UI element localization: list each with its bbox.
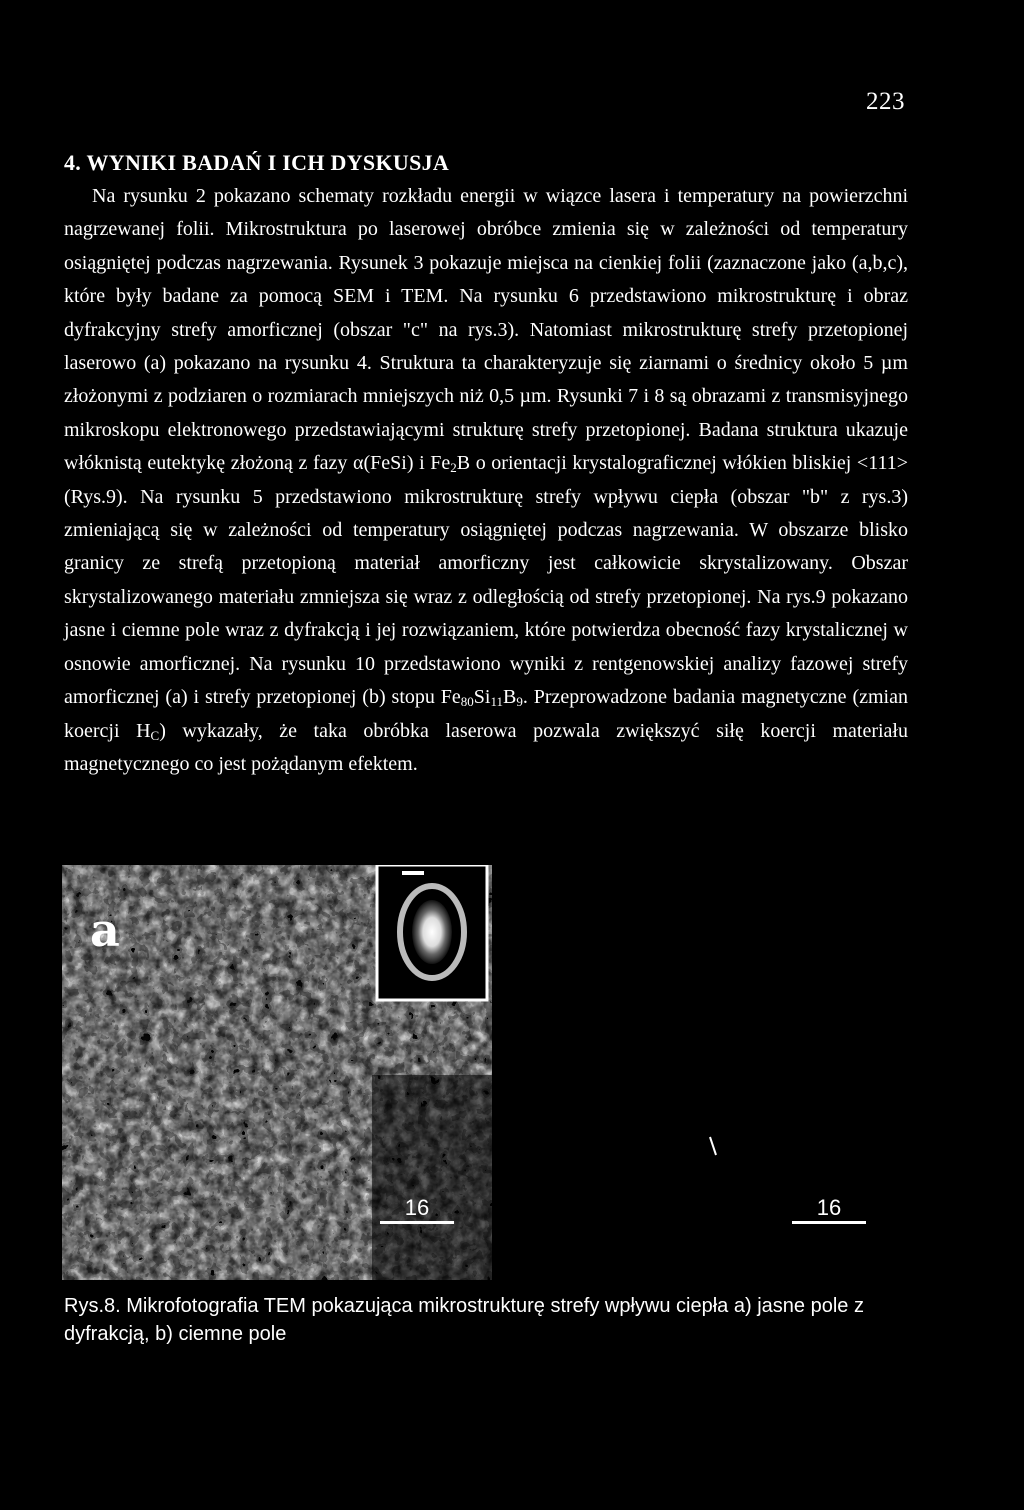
body-text [64, 180, 908, 781]
panel-letter-a: a [90, 903, 120, 957]
page-number: 223 [866, 88, 905, 115]
tem-bright-field-image [62, 865, 492, 1280]
figure [62, 865, 902, 1285]
figure-caption: Rys.8. Mikrofotografia TEM pokazująca mikrostrukturę strefy wpływu ciepła a) jasne pole z dyfrakcją, b) ciemne pole [64, 1295, 864, 1345]
paragraph: Na rysunku 2 pokazano schematy rozkładu energii w wiązce lasera i temperatury na powierzchni nagrzewanej folii. Mikrostruktura po laserowej obróbce zmienia się w zależności od temperatury osiągniętej podczas nagrzewania. Rysunek 3 pokazuje miejsca na cienkiej folii (zaznaczone jako (a,b,c), które były badane za pomocą SEM i TEM. Na rysunku 6 przedstawiono mikrostrukturę i obraz dyfrakcyjny strefy amorficznej (obszar "c" na rys.3). Natomiast mikrostrukturę strefy przetopionej laserowo (a) pokazano na rysunku 4. Struktura ta charakteryzuje się ziarnami o średnicy około 5 µm złożonymi z podziaren o rozmiarach mniejszych niż 0,5 µm. Rysunki 7 i 8 są obrazami z transmisyjnego mikroskopu elektronowego przedstawiającymi strukturę strefy przetopionej. Badana struktura ukazuje włóknistą eutektykę złożoną z fazy α(FeSi) i $Fe_2B$ o orientacji krystalograficznej włókien bliskiej <111> (Rys.9). Na rysunku 5 przedstawiono mikrostrukturę strefy wpływu ciepła (obszar "b" z rys.3) zmieniającą się w zależności od temperatury osiągniętej podczas nagrzewania. W obszarze blisko granicy ze strefą przetopioną materiał amorficzny jest całkowicie skrystalizowany. Obszar skrystalizowanego materiału zmniejsza się wraz z odległością od strefy przetopionej. Na rys.9 pokazano jasne i ciemne pole wraz z dyfrakcją i jej rozwiązaniem, które potwierdza obecność fazy krystalicznej w osnowie amorficznej. Na rysunku 10 przedstawiono wyniki z rentgenowskiej analizy fazowej strefy amorficznej (a) i strefy przetopionej (b) stopu $Fe_{80}Si_{11}B_9$. Przeprowadzone badania magnetyczne (zmian koercji $H_C$) wykazały, że taka obróbka laserowa pozwala zwiększyć siłę koercji materiału magnetycznego co jest pożądanym efektem. [64, 185, 908, 775]
tem-dark-field-image [552, 865, 902, 1280]
scale-bar-b: 16 [792, 1195, 866, 1224]
scale-bar-a: 16 [380, 1195, 454, 1224]
section-heading: 4. WYNIKI BADAŃ I ICH DYSKUSJA [64, 150, 450, 175]
